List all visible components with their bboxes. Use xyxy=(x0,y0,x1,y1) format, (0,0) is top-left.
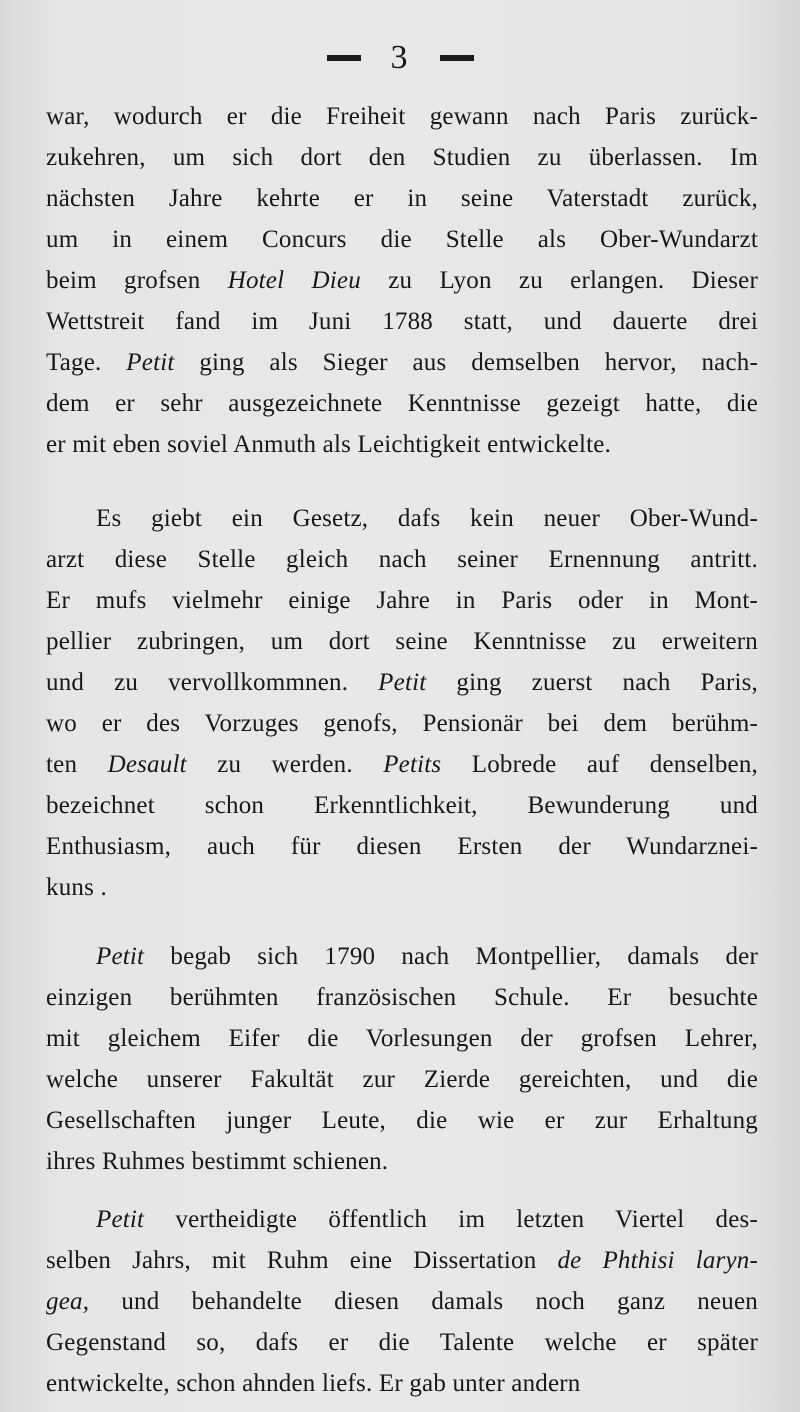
page-header xyxy=(0,36,800,80)
italic-text-run: Hotel Dieu xyxy=(227,267,361,294)
text-line xyxy=(46,703,758,744)
text-run: welche unserer Fakultät zur Zierde gereichten, und die xyxy=(46,1066,758,1093)
paragraph xyxy=(46,936,758,1182)
text-line xyxy=(46,539,758,580)
text-line xyxy=(46,342,758,383)
text-run: und zu vervollkommnen. xyxy=(46,669,379,696)
text-run: Wettstreit fand im Juni 1788 statt, und dauerte drei xyxy=(46,308,758,335)
text-line xyxy=(46,580,758,621)
italic-text-run: Petit xyxy=(96,943,145,970)
text-run: Gesellschaften junger Leute, die wie er zur Erhaltung xyxy=(46,1107,758,1134)
text-run: kuns . xyxy=(46,874,107,901)
text-line xyxy=(46,867,758,908)
text-run: um in einem Concurs die Stelle als Ober-Wundarzt xyxy=(46,226,758,253)
text-run: ihres Ruhmes bestimmt schienen. xyxy=(46,1148,389,1175)
text-line xyxy=(46,744,758,785)
text-line xyxy=(46,1199,758,1240)
text-run: einzigen berühmten französischen Schule. Er besuchte xyxy=(46,984,758,1011)
text-line xyxy=(46,96,758,137)
text-line xyxy=(46,498,758,539)
text-run: war, wodurch er die Freiheit gewann nach Paris zurück- xyxy=(46,103,758,130)
text-run: zu Lyon zu erlangen. Dieser xyxy=(360,267,758,294)
text-line xyxy=(46,1141,758,1182)
text-line xyxy=(46,1100,758,1141)
text-run: Er mufs vielmehr einige Jahre in Paris oder in Mont- xyxy=(46,587,758,614)
text-line xyxy=(46,621,758,662)
text-run: ging zuerst nach Paris, xyxy=(426,669,758,696)
text-line xyxy=(46,1018,758,1059)
text-run: vertheidigte öffentlich im letzten Viertel des- xyxy=(144,1206,758,1233)
text-line xyxy=(46,785,758,826)
text-run: Es giebt ein Gesetz, dafs kein neuer Ober-Wund- xyxy=(96,505,758,532)
text-run: ging als Sieger aus demselben hervor, nach- xyxy=(174,349,758,376)
text-run: entwickelte, schon ahnden liefs. Er gab unter andern xyxy=(46,1370,581,1397)
italic-text-run: Petit xyxy=(126,349,175,376)
text-line xyxy=(46,137,758,178)
text-run: begab sich 1790 nach Montpellier, damals der xyxy=(144,943,758,970)
text-line xyxy=(46,826,758,867)
text-run: arzt diese Stelle gleich nach seiner Ernennung antritt. xyxy=(46,546,758,573)
body-text xyxy=(46,96,758,1404)
text-line xyxy=(46,383,758,424)
text-run: beim grofsen xyxy=(46,267,228,294)
text-line xyxy=(46,178,758,219)
text-run: er mit eben soviel Anmuth als Leichtigkeit entwickelte. xyxy=(46,431,612,458)
text-run: selben Jahrs, mit Ruhm eine Dissertation xyxy=(46,1247,558,1274)
italic-text-run: Desault xyxy=(107,751,187,778)
text-line xyxy=(46,424,758,465)
text-line xyxy=(46,1363,758,1404)
italic-text-run: Petits xyxy=(383,751,442,778)
text-line xyxy=(46,936,758,977)
italic-text-run: gea, xyxy=(46,1288,90,1315)
text-line xyxy=(46,260,758,301)
text-run: Lobrede auf denselben, xyxy=(441,751,759,778)
header-dash-left xyxy=(327,55,361,61)
header-dash-right xyxy=(440,55,474,61)
text-run: ten xyxy=(46,751,108,778)
text-run: Gegenstand so, dafs er die Talente welche er später xyxy=(46,1329,758,1356)
paragraph xyxy=(46,96,758,465)
text-run: mit gleichem Eifer die Vorlesungen der grofsen Lehrer, xyxy=(46,1025,758,1052)
text-run: Enthusiasm, auch für diesen Ersten der Wundarznei- xyxy=(46,833,758,860)
text-run: bezeichnet schon Erkenntlichkeit, Bewunderung und xyxy=(46,792,758,819)
text-run: pellier zubringen, um dort seine Kenntnisse zu erweitern xyxy=(46,628,758,655)
italic-text-run: de Phthisi laryn- xyxy=(557,1247,758,1274)
text-line xyxy=(46,1240,758,1281)
italic-text-run: Petit xyxy=(378,669,427,696)
text-line xyxy=(46,662,758,703)
text-run: wo er des Vorzuges genofs, Pensionär bei dem berühm- xyxy=(46,710,758,737)
text-line xyxy=(46,1322,758,1363)
paragraph-gap xyxy=(46,1182,758,1199)
text-line xyxy=(46,977,758,1018)
italic-text-run: Petit xyxy=(96,1206,145,1233)
page-number: 3 xyxy=(390,39,410,76)
text-line xyxy=(46,1059,758,1100)
text-run: zu werden. xyxy=(186,751,384,778)
text-line xyxy=(46,301,758,342)
text-run: dem er sehr ausgezeichnete Kenntnisse gezeigt hatte, die xyxy=(46,390,758,417)
text-run: nächsten Jahre kehrte er in seine Vaterstadt zurück, xyxy=(46,185,758,212)
text-run: und behandelte diesen damals noch ganz neuen xyxy=(89,1288,758,1315)
paragraph-gap xyxy=(46,465,758,498)
text-run: Tage. xyxy=(46,349,127,376)
text-line xyxy=(46,1281,758,1322)
paragraph xyxy=(46,498,758,908)
paragraph-gap xyxy=(46,908,758,936)
text-run: zukehren, um sich dort den Studien zu überlassen. Im xyxy=(46,144,758,171)
paragraph xyxy=(46,1199,758,1404)
text-line xyxy=(46,219,758,260)
